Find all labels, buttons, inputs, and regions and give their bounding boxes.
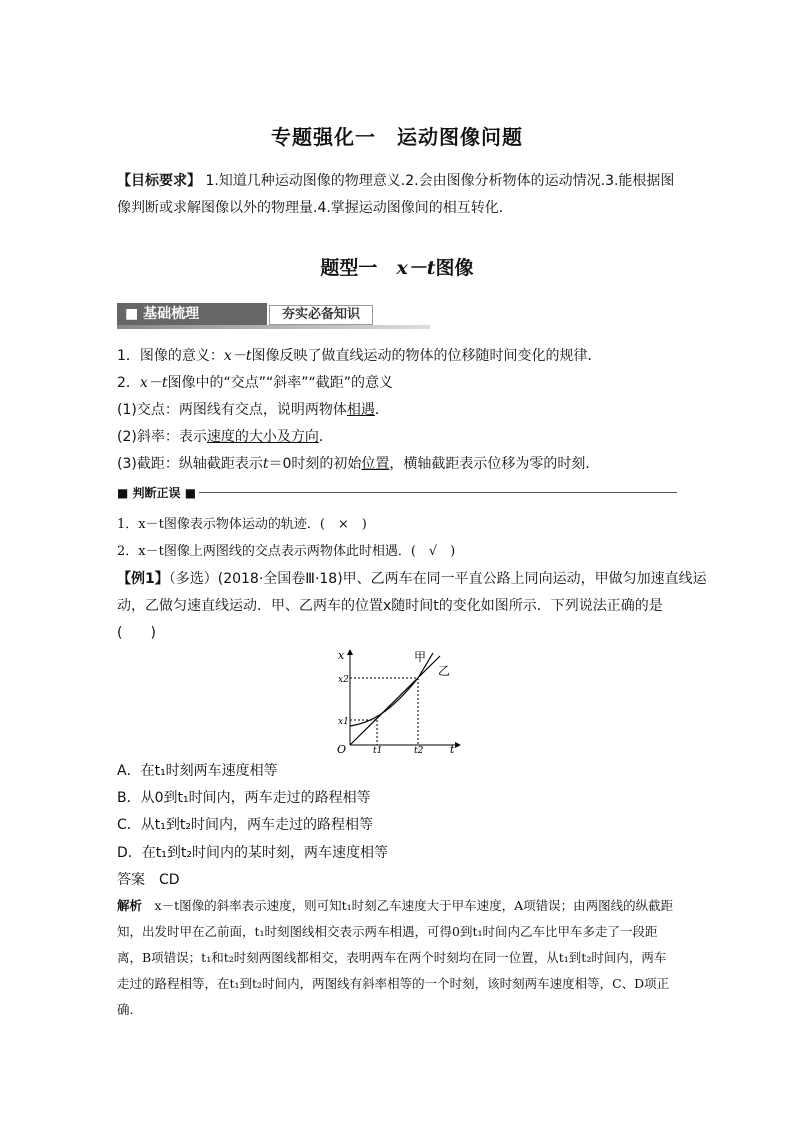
example-line-2: 动，乙做匀速直线运动．甲、乙两车的位置x随时间t的变化如图所示．下列说法正确的是 (117, 598, 663, 614)
option-a: A．在t₁时刻两车速度相等 (117, 763, 278, 779)
yi-label: 乙 (438, 664, 451, 678)
l1-a: 1．图像的意义： (117, 348, 224, 364)
t1-label: t1 (373, 746, 383, 755)
origin-label: O (337, 743, 347, 755)
x-axis-arrow (347, 649, 353, 655)
t-axis-arrow (455, 742, 461, 748)
judge-label: ■ 判断正误 ■ (117, 486, 197, 500)
l4-b: ． (318, 429, 333, 445)
answer-line (117, 870, 180, 890)
basics-line-2 (117, 373, 393, 393)
banner-left: ■ 基础梳理 (117, 303, 267, 325)
x-axis-label: t (450, 743, 455, 755)
example-label: 【例1】 (117, 571, 169, 587)
l5-a: (3)截距：纵轴截距表示 (117, 456, 263, 472)
option-b: B．从0到t₁时间内，两车走过的路程相等 (117, 790, 371, 806)
example-text-1: （多选）(2018·全国卷Ⅲ·18)甲、乙两车在同一平直公路上同向运动，甲做匀加速直线运 (168, 571, 707, 587)
l3-a: (1)交点：两图线有交点，说明两物体 (117, 402, 347, 418)
basics-line-1 (117, 346, 601, 366)
analysis-text: x－t图像的斜率表示速度，则可知t₁时刻乙车速度大于甲车速度，A项错误；由两图线的纵截距知，出发时甲在乙前面，t₁时刻图线相交表示两车相遇，可得0到t₁时间内乙车比甲车多走了一段距离，B项错误；t₁和t₂时刻两图线都相交，表明两车在两个时刻均在同一位置，从t₁到t₂时间内，两车走过的路程相等，在t₁到t₂时间内，两图线有斜率相等的一个时刻，该时刻两车速度相等，C、D项正确. (117, 898, 674, 1017)
l4-u: 速度的大小及方向 (206, 429, 319, 445)
section-heading (0, 253, 794, 280)
banner-left-text: 基础梳理 (143, 306, 200, 322)
x2-label: x2 (338, 675, 349, 685)
judge-q1: 1．x－t图像表示物体运动的轨迹．( × ) (117, 517, 367, 532)
jia-label: 甲 (414, 650, 427, 664)
example-line-1 (117, 569, 707, 589)
judge-rule (199, 492, 677, 493)
goal-paragraph (117, 168, 677, 222)
y-axis-label: x (338, 649, 345, 662)
l3-u: 相遇 (346, 402, 375, 418)
t2-label: t2 (414, 746, 424, 755)
option-c: C．从t₁到t₂时间内，两车走过的路程相等 (117, 817, 373, 833)
example-line-3: ( ) (117, 625, 156, 641)
l2-a: 2． (117, 375, 140, 391)
l2-var: x－t (139, 375, 168, 391)
l5-b: ＝0时刻的初始 (268, 456, 362, 472)
l1-var: x－t (223, 348, 252, 364)
analysis-paragraph (117, 893, 677, 1023)
l3-b: ． (374, 402, 389, 418)
basics-line-3 (117, 400, 389, 420)
basics-banner (117, 303, 430, 327)
judge-q2: 2．x－t图像上两图线的交点表示两物体此时相遇．( √ ) (117, 544, 456, 559)
l1-b: 图像反映了做直线运动的物体的位移随时间变化的规律． (251, 348, 602, 364)
answer-label: 答案 (117, 872, 145, 888)
section-var: x－t (396, 257, 436, 279)
goal-label: 【目标要求】 (117, 173, 201, 189)
banner-right: 夯实必备知识 (269, 305, 373, 325)
option-d: D．在t₁到t₂时间内的某时刻，两车速度相等 (117, 845, 388, 861)
l5-c: ，横轴截距表示位移为零的时刻． (389, 456, 600, 472)
l5-u: 位置 (361, 456, 390, 472)
banner-tail (117, 325, 430, 329)
l2-b: 图像中的“交点”“斜率”“截距”的意义 (167, 375, 393, 391)
answer-value: CD (159, 872, 180, 888)
analysis-label: 解析 (117, 898, 143, 913)
x1-label: x1 (338, 717, 349, 727)
basics-line-5 (117, 454, 599, 474)
basics-line-4 (117, 427, 333, 447)
goal-text: 1.知道几种运动图像的物理意义.2.会由图像分析物体的运动情况.3.能根据图像判断或求解图像以外的物理量.4.掌握运动图像间的相互转化. (117, 173, 675, 216)
yi-line (350, 656, 440, 745)
l5-var: t (262, 456, 269, 472)
xt-figure (330, 645, 465, 755)
section-suffix: 图像 (435, 257, 474, 279)
judge-heading (117, 484, 677, 500)
l4-a: (2)斜率：表示 (117, 429, 207, 445)
page-title: 专题强化一 运动图像问题 (271, 125, 523, 149)
section-prefix: 题型一 (320, 257, 397, 279)
